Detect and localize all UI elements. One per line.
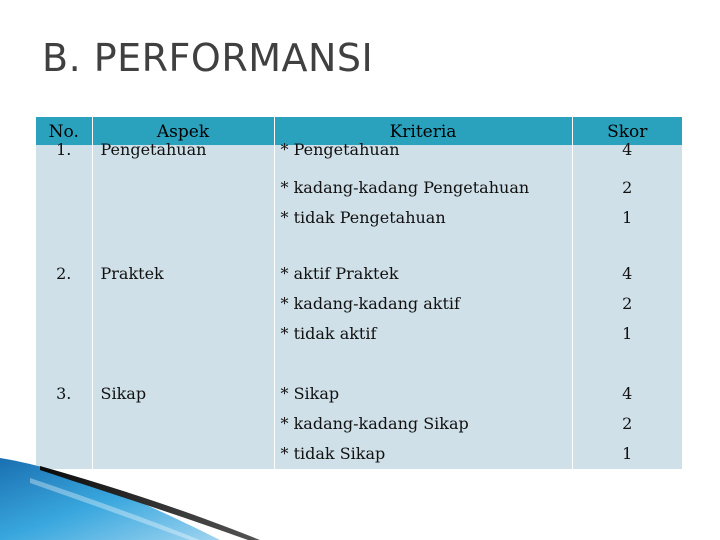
criterion-text: * kadang-kadang aktif bbox=[280, 294, 460, 313]
criterion-text: * Sikap bbox=[280, 384, 340, 403]
performance-table-container bbox=[36, 117, 682, 469]
criterion-score: 4 bbox=[622, 384, 633, 403]
aspek-cell bbox=[92, 140, 274, 265]
decorative-swoosh bbox=[0, 450, 260, 540]
kriteria-cell bbox=[274, 385, 572, 469]
criterion-score: 1 bbox=[622, 324, 633, 343]
aspek-cell bbox=[92, 265, 274, 385]
kriteria-cell bbox=[274, 265, 572, 385]
criterion-text: * kadang-kadang Sikap bbox=[280, 414, 469, 433]
aspek-label: Sikap bbox=[100, 384, 147, 403]
criterion-score: 4 bbox=[622, 264, 633, 283]
criterion-score: 2 bbox=[622, 414, 633, 433]
criterion-text: * aktif Praktek bbox=[280, 264, 399, 283]
criterion-score: 2 bbox=[622, 294, 633, 313]
header-no: No. bbox=[36, 117, 92, 145]
skor-cell bbox=[572, 265, 682, 385]
header-kriteria: Kriteria bbox=[274, 117, 572, 145]
row-number-cell bbox=[36, 265, 92, 385]
row-number-cell bbox=[36, 140, 92, 265]
header-skor: Skor bbox=[572, 117, 682, 145]
criterion-score: 2 bbox=[622, 178, 633, 197]
slide-title: B. PERFORMANSI bbox=[42, 36, 374, 80]
header-aspek: Aspek bbox=[92, 117, 274, 145]
criterion-score: 1 bbox=[622, 444, 633, 463]
performance-table bbox=[36, 117, 682, 469]
kriteria-cell bbox=[274, 140, 572, 265]
criterion-score: 4 bbox=[622, 140, 633, 159]
row-number: 3. bbox=[56, 384, 72, 403]
aspek-label: Praktek bbox=[100, 264, 164, 283]
row-number: 2. bbox=[56, 264, 72, 283]
criterion-score: 1 bbox=[622, 208, 633, 227]
row-number: 1. bbox=[56, 140, 72, 159]
criterion-text: * Pengetahuan bbox=[280, 140, 400, 159]
table-row bbox=[36, 265, 682, 385]
criterion-text: * tidak Sikap bbox=[280, 444, 386, 463]
aspek-label: Pengetahuan bbox=[100, 140, 207, 159]
criterion-text: * tidak aktif bbox=[280, 324, 377, 343]
criterion-text: * tidak Pengetahuan bbox=[280, 208, 446, 227]
criterion-text: * kadang-kadang Pengetahuan bbox=[280, 178, 530, 197]
skor-cell bbox=[572, 140, 682, 265]
blue-wave-shape bbox=[0, 458, 220, 540]
table-row bbox=[36, 145, 682, 265]
skor-cell bbox=[572, 385, 682, 469]
